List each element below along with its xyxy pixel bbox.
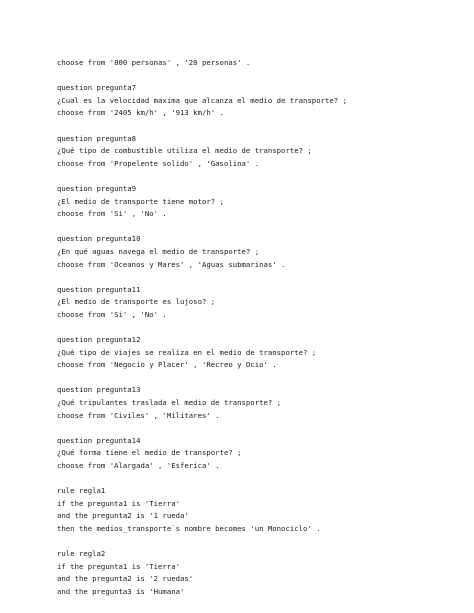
question-choices: choose from 'Si' , 'No' . (57, 309, 167, 319)
blank-line (57, 120, 457, 133)
rule-header: rule regla1 (57, 486, 106, 496)
rule-condition: and the pregunta2 is '1 rueda' (57, 511, 189, 521)
question-prompt: ¿Qué tripulantes traslada el medio de transporte? ; (57, 398, 282, 408)
question-choices: choose from 'Civiles' , 'Militares' . (57, 410, 220, 420)
question-choices: choose from 'Alargada' , 'Esferica' . (57, 461, 220, 470)
question-prompt: ¿En qué aguas navega el medio de transporte? ; (57, 246, 260, 256)
question-header: question pregunta10 (57, 234, 141, 244)
blank-line (57, 473, 457, 486)
question-header: question pregunta7 (57, 83, 137, 93)
document-body (57, 57, 457, 599)
rule-header: rule regla2 (57, 549, 106, 559)
blank-line (57, 536, 457, 549)
rule-consequence: then the medios_transporte`s nombre becomes 'un Monociclo' . (57, 523, 321, 533)
blank-line (57, 321, 457, 334)
question-header: question pregunta11 (57, 284, 141, 294)
question-prompt: ¿Qué tipo de combustible utiliza el medio de transporte? ; (57, 146, 312, 156)
text-line: choose from '800 personas' , '20 personas' . (57, 58, 251, 67)
question-choices: choose from '2405 km/h' , '913 km/h' . (57, 108, 224, 118)
question-header: question pregunta13 (57, 385, 141, 395)
question-header: question pregunta14 (57, 435, 141, 445)
question-prompt: ¿El medio de transporte tiene motor? ; (57, 196, 224, 206)
rule-condition: and the pregunta2 is '2 ruedas' (57, 574, 194, 584)
rule-condition: if the pregunta1 is 'Tierra' (57, 561, 181, 571)
rule-condition: if the pregunta1 is 'Tierra' (57, 498, 181, 508)
question-choices: choose from 'Propelente solido' , 'Gasolina' . (57, 158, 260, 168)
question-choices: choose from 'Si' , 'No' . (57, 209, 167, 219)
blank-line (57, 170, 457, 183)
question-header: question pregunta12 (57, 335, 141, 345)
question-header: question pregunta8 (57, 133, 137, 143)
question-prompt: ¿Qué forma tiene el medio de transporte? ; (57, 448, 242, 458)
rule-condition: and the pregunta3 is 'Humana' (57, 586, 185, 596)
blank-line (57, 372, 457, 385)
question-prompt: ¿Qué tipo de viajes se realiza en el medio de transporte? ; (57, 347, 317, 357)
question-choices: choose from 'Oceanos y Mares' , 'Aguas submarinas' . (57, 259, 286, 269)
question-choices: choose from 'Negocio y Placer' , 'Recreo y Ocio' . (57, 360, 277, 370)
question-prompt: ¿Cual es la velocidad maxima que alcanza el medio de transporte? ; (57, 95, 347, 105)
blank-line (57, 422, 457, 435)
blank-line (57, 70, 457, 83)
question-header: question pregunta9 (57, 183, 137, 193)
question-prompt: ¿El medio de transporte es lujoso? ; (57, 297, 216, 307)
blank-line (57, 221, 457, 234)
blank-line (57, 271, 457, 284)
